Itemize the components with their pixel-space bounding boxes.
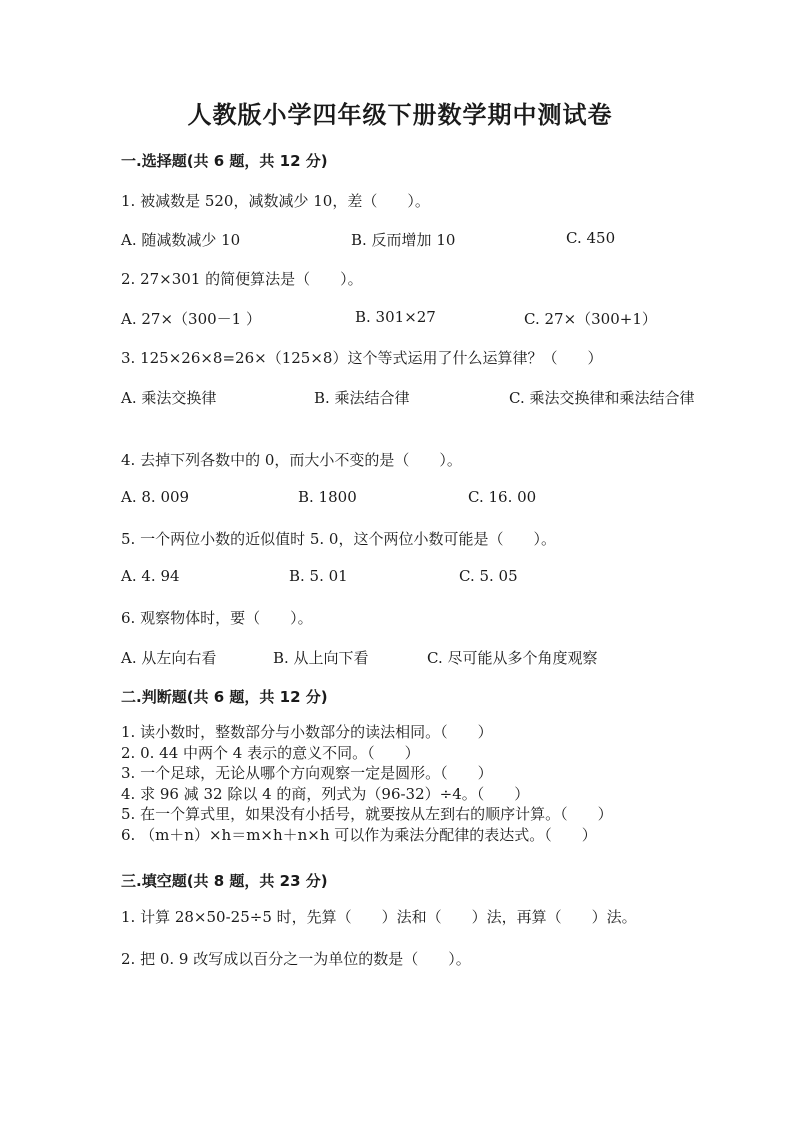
judgement-item-6: 6. （m＋n）×h＝m×h＋n×h 可以作为乘法分配律的表达式。（ ） xyxy=(121,825,597,844)
q6-option-c: C. 尽可能从多个角度观察 xyxy=(427,649,598,667)
question-4: 4. 去掉下列各数中的 0，而大小不变的是（ ）。 xyxy=(121,451,462,469)
q5-option-b: B. 5. 01 xyxy=(289,567,348,585)
question-2: 2. 27×301 的简便算法是（ ）。 xyxy=(121,270,363,288)
fill-blank-item-2: 2. 把 0. 9 改写成以百分之一为单位的数是（ ）。 xyxy=(121,950,471,968)
q1-option-a: A. 随减数减少 10 xyxy=(121,231,241,249)
judgement-item-4: 4. 求 96 减 32 除以 4 的商，列式为（96-32）÷4。（ ） xyxy=(121,784,530,803)
question-6: 6. 观察物体时，要（ ）。 xyxy=(121,609,313,627)
judgement-item-5: 5. 在一个算式里，如果没有小括号，就要按从左到右的顺序计算。（ ） xyxy=(121,805,613,823)
q4-option-b: B. 1800 xyxy=(298,488,357,506)
judgement-item-1: 1. 读小数时，整数部分与小数部分的读法相同。（ ） xyxy=(121,723,493,741)
q2-option-a: A. 27×（300－1 ） xyxy=(121,310,261,328)
q6-option-a: A. 从左向右看 xyxy=(121,649,217,667)
q5-option-a: A. 4. 94 xyxy=(121,567,180,585)
judgement-item-3: 3. 一个足球，无论从哪个方向观察一定是圆形。（ ） xyxy=(121,764,493,782)
fill-blank-item-1: 1. 计算 28×50-25÷5 时，先算（ ）法和（ ）法，再算（ ）法。 xyxy=(121,908,637,926)
page-title: 人教版小学四年级下册数学期中测试卷 xyxy=(187,100,613,129)
q2-option-b: B. 301×27 xyxy=(355,308,436,326)
q4-option-c: C. 16. 00 xyxy=(468,488,537,506)
q3-option-b: B. 乘法结合律 xyxy=(314,389,410,407)
q3-option-a: A. 乘法交换律 xyxy=(121,389,217,407)
q1-option-b: B. 反而增加 10 xyxy=(351,231,456,249)
section-heading-fill-blank: 三.填空题(共 8 题，共 23 分) xyxy=(121,872,328,890)
q2-option-c: C. 27×（300+1） xyxy=(524,310,657,328)
section-heading-judgement: 二.判断题(共 6 题，共 12 分) xyxy=(121,688,328,706)
question-5: 5. 一个两位小数的近似值时 5. 0，这个两位小数可能是（ ）。 xyxy=(121,530,556,548)
q5-option-c: C. 5. 05 xyxy=(459,567,518,585)
section-heading-choice: 一.选择题(共 6 题，共 12 分) xyxy=(121,152,328,170)
judgement-item-2: 2. 0. 44 中两个 4 表示的意义不同。（ ） xyxy=(121,743,420,762)
question-3: 3. 125×26×8=26×（125×8）这个等式运用了什么运算律？（ ） xyxy=(121,349,603,367)
judgement-list xyxy=(121,722,613,845)
q4-option-a: A. 8. 009 xyxy=(121,488,190,506)
question-1: 1. 被减数是 520，减数减少 10，差（ ）。 xyxy=(121,192,430,210)
q1-option-c: C. 450 xyxy=(566,229,616,247)
q3-option-c: C. 乘法交换律和乘法结合律 xyxy=(509,389,695,407)
q6-option-b: B. 从上向下看 xyxy=(273,649,369,667)
